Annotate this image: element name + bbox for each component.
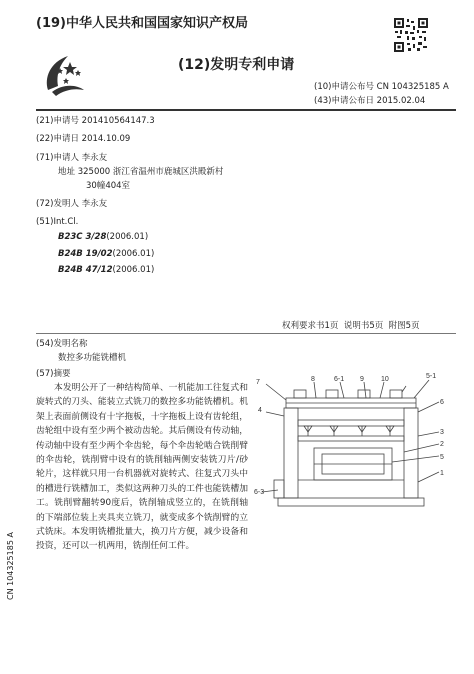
filing-date: (22)申请日 2014.10.09 (36, 134, 131, 144)
qr-code-icon (393, 17, 429, 53)
machine-drawing (254, 372, 454, 512)
counts-divider (36, 333, 456, 334)
inventor: (72)发明人 李永友 (36, 199, 108, 209)
publication-date: (43)申请公布日 2015.02.04 (314, 96, 426, 106)
drawing-label: 2 (440, 441, 444, 448)
cnipa-logo-icon (38, 48, 90, 100)
drawing-label: 4 (258, 407, 262, 414)
drawing-label: 7 (256, 379, 260, 386)
drawing-label: 3 (440, 429, 444, 436)
document-type: (12)发明专利申请 (178, 57, 295, 73)
drawing-label: 1 (440, 470, 444, 477)
abstract-text: 本发明公开了一种结构简单、一机能加工往复式和旋转式的刀头、能装立式铣刀的数控多功能铣槽机。机架上表面前侧设有十字拖板，十字拖板上设有齿轮组，齿轮组中设有至少两个被动齿轮。其后侧设有传动轴，传动轴中设有至少两个伞齿轮，每个伞齿轮啮合铣削臂的伞齿轮，铣削臂中设有的铣削轴两侧安装铣刀片/砂轮片，这样就只用一台机器就对旋转式、往复式刀头中的槽进行铣槽加工，类似这两种刀头的工件也能铣槽加工。铣削臂翻转90度后，铣削轴成竖立的，在铣削轴的下端部位装上夹具夹立铣刀，就变成多个铣削臂的立式铣床。本发明铣槽批量大，换刀片方便，减少设备和投资，还可以一机两用，铣削任何工件。 (36, 383, 248, 552)
drawing-label: 6 (440, 399, 444, 406)
publication-number: (10)申请公布号 CN 104325185 A (314, 82, 449, 92)
applicant: (71)申请人 李永友 (36, 153, 108, 163)
title-label: (54)发明名称 (36, 339, 88, 349)
ipc-entry: B23C 3/28(2006.01) (58, 232, 149, 242)
abstract-label: (57)摘要 (36, 369, 71, 379)
country-code: (19) (36, 16, 66, 31)
side-publication-number: CN 104325185 A (6, 532, 15, 600)
invention-title: 数控多功能铣槽机 (58, 353, 127, 363)
drawing-label: 6-1 (334, 376, 345, 383)
page-counts: 权利要求书1页 说明书5页 附图5页 (282, 321, 420, 331)
office-name: 中华人民共和国国家知识产权局 (65, 16, 248, 31)
drawing-label: 5-1 (426, 373, 437, 380)
drawing-label: 10 (381, 376, 389, 383)
address-line2: 30幢404室 (86, 181, 131, 191)
ipc-entry: B24B 47/12(2006.01) (58, 265, 155, 275)
drawing-label: 5 (440, 454, 444, 461)
ipc-entry: B24B 19/02(2006.01) (58, 249, 155, 259)
drawing-label: 6-3 (254, 489, 265, 496)
office-header (36, 12, 248, 31)
application-number: (21)申请号 201410564147.3 (36, 116, 155, 126)
address: 地址 325000 浙江省温州市鹿城区洪殿新村 (58, 167, 224, 177)
drawing-label: 8 (311, 376, 315, 383)
drawing-label: 9 (360, 376, 364, 383)
ipc-label: (51)Int.Cl. (36, 217, 79, 227)
header-divider (36, 109, 456, 111)
